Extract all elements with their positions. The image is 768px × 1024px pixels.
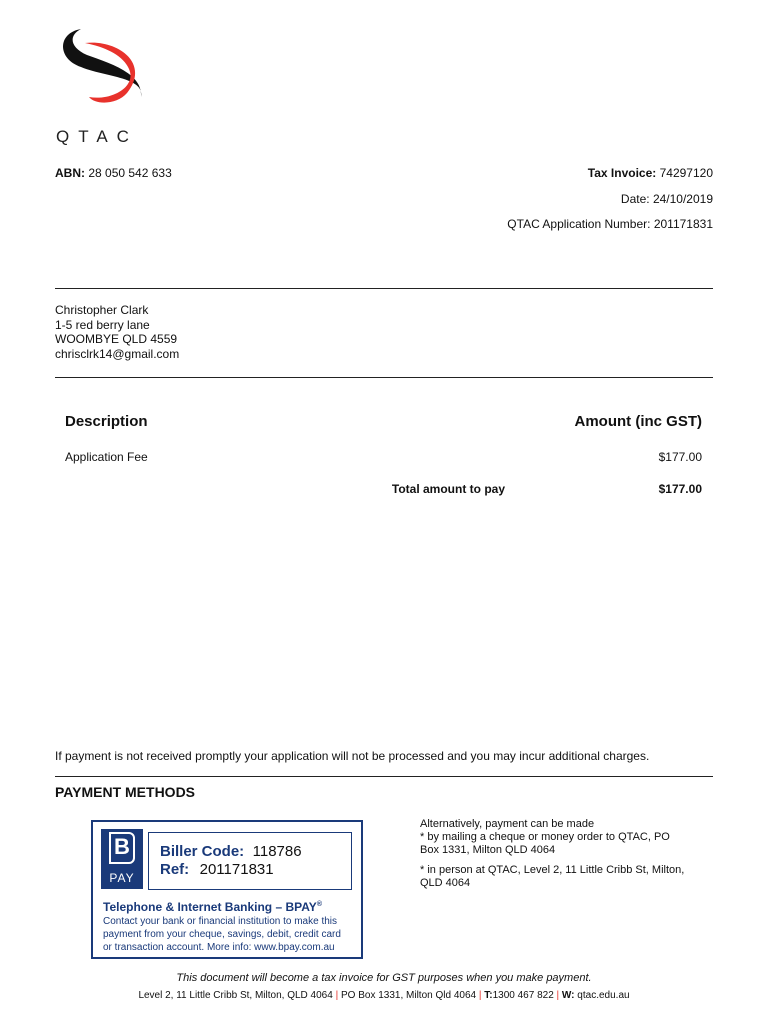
- application-number: [507, 217, 713, 231]
- bpay-desc-line: Contact your bank or financial institution to make this: [103, 916, 338, 927]
- footer-web: qtac.edu.au: [577, 990, 630, 1001]
- line-item-description: Application Fee: [65, 450, 148, 464]
- divider: [55, 377, 713, 378]
- footer-separator: |: [556, 990, 560, 1001]
- alt-payment-block: [420, 818, 684, 890]
- abn-value: 28 050 542 633: [88, 166, 172, 180]
- biller-code-label: Biller Code:: [160, 843, 245, 860]
- bpay-desc-line: payment from your cheque, savings, debit, credit card: [103, 929, 341, 940]
- divider: [55, 776, 713, 777]
- footer-web-label: W:: [561, 990, 575, 1001]
- bpay-title: [103, 900, 322, 914]
- biller-code-value: 118786: [252, 843, 302, 860]
- footer-contact: [0, 990, 768, 1001]
- footer-address: Level 2, 11 Little Cribb St, Milton, QLD 4064: [138, 990, 333, 1001]
- alt-option-mail-cont: Box 1331, Milton QLD 4064: [420, 844, 556, 856]
- footer-separator: |: [478, 990, 482, 1001]
- app-number-value: 201171831: [653, 217, 713, 231]
- col-amount-header: Amount (inc GST): [574, 413, 702, 430]
- col-description-header: Description: [65, 413, 148, 430]
- bpay-title-text: Telephone & Internet Banking – BPAY: [103, 900, 317, 914]
- alt-option-in-person: * in person at QTAC, Level 2, 11 Little Cribb St, Milton,: [420, 864, 685, 876]
- footer-po-box: PO Box 1331, Milton Qld 4064: [340, 990, 477, 1001]
- bpay-logo-letter: B: [114, 834, 130, 859]
- alt-intro: Alternatively, payment can be made: [420, 818, 595, 830]
- bpay-ref-value: 201171831: [199, 861, 274, 878]
- qtac-logo-icon: [55, 25, 147, 107]
- alt-option-in-person-cont: QLD 4064: [420, 877, 471, 889]
- recipient-block: [55, 303, 179, 361]
- company-name: QTAC: [56, 127, 138, 146]
- invoice-date: [621, 192, 713, 206]
- recipient-name: Christopher Clark: [55, 303, 149, 317]
- bpay-description: [103, 915, 341, 954]
- total-value: $177.00: [658, 482, 702, 496]
- total-label: Total amount to pay: [391, 482, 505, 496]
- date-label: Date:: [620, 192, 650, 206]
- payment-methods-heading: PAYMENT METHODS: [55, 784, 196, 800]
- bpay-ref-label: Ref:: [160, 861, 190, 878]
- bpay-logo-icon: [101, 829, 143, 889]
- footer-phone-label: T:: [484, 990, 493, 1001]
- abn: [55, 166, 172, 180]
- tax-invoice: [588, 166, 713, 180]
- line-item-amount: $177.00: [658, 450, 702, 464]
- biller-code: [160, 843, 302, 861]
- bpay-desc-line: or transaction account. More info: www.bpay.com.au: [103, 942, 335, 953]
- bpay-title-mark: ®: [316, 901, 322, 908]
- footer-separator: |: [335, 990, 339, 1001]
- tax-invoice-value: 74297120: [659, 166, 713, 180]
- bpay-logo-text: PAY: [109, 871, 135, 885]
- divider: [55, 288, 713, 289]
- recipient-email: chrisclrk14@gmail.com: [55, 346, 180, 361]
- alt-option-mail: * by mailing a cheque or money order to QTAC, PO: [420, 831, 670, 843]
- abn-label: ABN:: [55, 166, 85, 180]
- recipient-address1: 1-5 red berry lane: [55, 317, 150, 332]
- tax-invoice-label: Tax Invoice:: [587, 166, 657, 180]
- date-value: 24/10/2019: [652, 192, 713, 206]
- gst-note: This document will become a tax invoice for GST purposes when you make payment.: [176, 972, 592, 984]
- recipient-address2: WOOMBYE QLD 4559: [55, 332, 178, 346]
- bpay-ref: [160, 861, 274, 879]
- app-number-label: QTAC Application Number:: [507, 217, 651, 231]
- footer-phone: 1300 467 822: [492, 990, 554, 1001]
- payment-notice: If payment is not received promptly your application will not be processed and you may incur additional charges.: [55, 749, 650, 763]
